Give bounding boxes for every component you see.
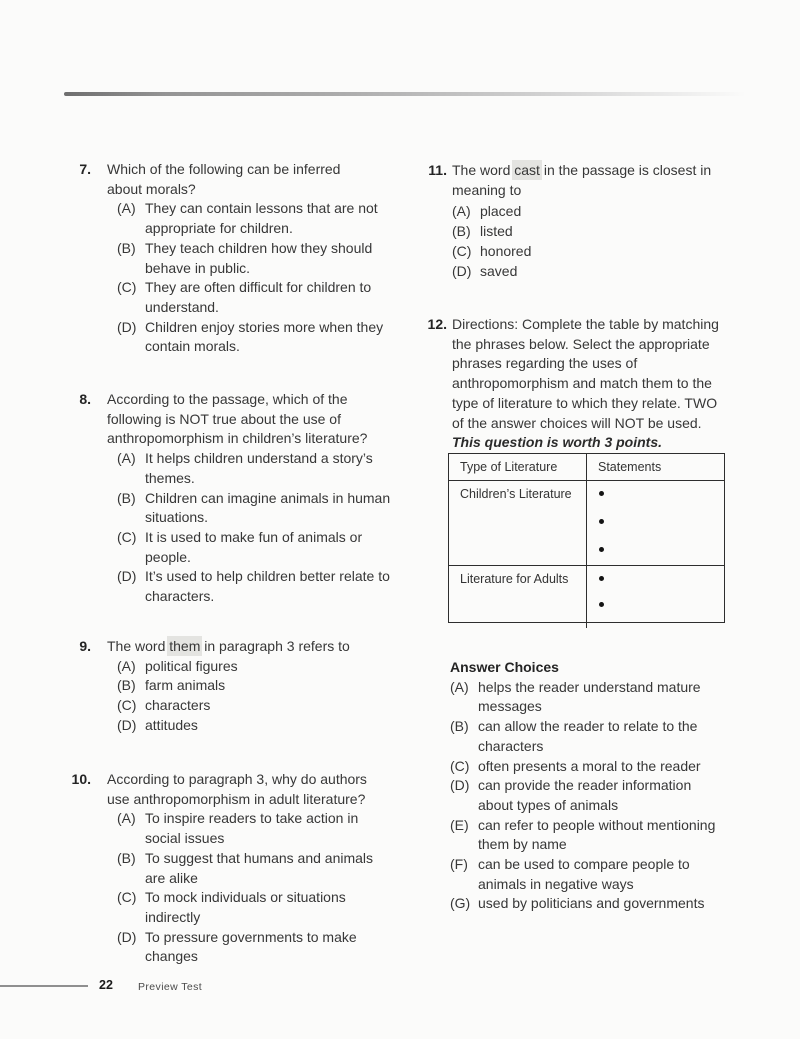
option-B (117, 239, 405, 278)
choice-letter: (D) (117, 318, 137, 335)
text-line: contain morals. (145, 338, 240, 355)
choice-letter: (C) (450, 757, 470, 774)
choice-text (145, 849, 405, 888)
text-line: They teach children how they should (145, 239, 373, 256)
choice-letter: (D) (452, 262, 472, 279)
left-column (70, 160, 405, 980)
bullet-icon (599, 547, 604, 552)
choice-letter: (B) (117, 239, 136, 256)
choice-text (145, 318, 405, 357)
choice-text (145, 696, 405, 716)
text-line: They are often difficult for children to (145, 279, 372, 296)
choice-letter: (D) (117, 928, 137, 945)
text-line: the phrases below. Select the appropriate (452, 335, 710, 352)
text-line: attitudes (145, 716, 198, 733)
choice-letter: (C) (117, 889, 137, 906)
text-line: Children can imagine animals in human (145, 489, 391, 506)
text-line: farm animals (145, 677, 226, 694)
option-D (117, 928, 405, 967)
text-line: According to paragraph 3, why do authors (107, 771, 367, 787)
bullet-icon (599, 602, 604, 607)
answer-choice-B (450, 717, 780, 756)
choice-text (478, 855, 780, 894)
option-A (117, 657, 405, 677)
bullet-icon (599, 491, 604, 496)
choice-letter: (C) (452, 242, 472, 259)
text-line: To inspire readers to take action in (145, 810, 359, 827)
choice-letter: (A) (117, 657, 136, 674)
right-column (412, 161, 787, 981)
question-12 (412, 315, 787, 453)
choice-text (145, 928, 405, 967)
text-line: type of literature to which they relate. TWO (452, 394, 718, 411)
choice-text (145, 676, 405, 696)
answer-choice-F (450, 855, 780, 894)
choice-text (145, 567, 405, 606)
question-body (107, 390, 405, 607)
choice-text (478, 816, 780, 855)
choice-letter: (A) (117, 810, 136, 827)
text-line: Directions: Complete the table by matching (452, 316, 719, 332)
answer-choices-section (450, 658, 780, 914)
options-list (452, 202, 787, 281)
shaded-word: them (169, 638, 201, 654)
text-line: honored (480, 242, 532, 259)
text-line: It is used to make fun of animals or (145, 528, 363, 545)
text-line: anthropomorphism and match them to the (452, 375, 712, 392)
option-D (117, 318, 405, 357)
options-list (117, 657, 405, 736)
options-list (117, 449, 405, 607)
choice-text (478, 776, 780, 815)
text-line: can provide the reader information (478, 777, 692, 794)
text-line: The word them in paragraph 3 refers to (107, 638, 350, 654)
text-line: them by name (478, 836, 567, 853)
text-line: situations. (145, 509, 209, 526)
option-D (452, 262, 787, 282)
choice-text (145, 278, 405, 317)
choice-text (145, 489, 405, 528)
option-B (452, 222, 787, 242)
text-line: Children enjoy stories more when they (145, 318, 384, 335)
header-rule (64, 92, 746, 96)
answer-choice-G (450, 894, 780, 914)
choice-letter: (C) (117, 697, 137, 714)
text-line: They can contain lessons that are not (145, 200, 378, 217)
choice-letter: (C) (117, 279, 137, 296)
table-row-type: Literature for Adults (449, 566, 587, 628)
choice-text (145, 716, 405, 736)
question-body (452, 161, 787, 281)
text-line: following is NOT true about the use of (107, 410, 341, 427)
question-7 (70, 160, 405, 357)
text-line: messages (478, 698, 542, 715)
choice-letter: (A) (117, 200, 136, 217)
table-header-type: Type of Literature (449, 454, 587, 481)
choice-letter: (A) (452, 203, 471, 220)
footer-section-label: Preview Test (138, 980, 203, 993)
text-line: can refer to people without mentioning (478, 816, 716, 833)
text-line: appropriate for children. (145, 220, 293, 237)
choice-letter: (B) (450, 718, 469, 735)
text-line: political figures (145, 657, 238, 674)
answer-choice-A (450, 678, 780, 717)
text-line: indirectly (145, 908, 201, 925)
text-line: behave in public. (145, 259, 251, 276)
text-line: are alike (145, 869, 198, 886)
answer-choices-title: Answer Choices (450, 659, 559, 675)
choice-text (478, 757, 780, 777)
choice-letter: (A) (117, 450, 136, 467)
choice-text (145, 239, 405, 278)
option-C (117, 696, 405, 716)
text-line: characters (145, 697, 211, 714)
choice-text (480, 222, 787, 242)
choice-text (478, 894, 780, 914)
text-line: This question is worth 3 points. (452, 434, 663, 451)
text-line: saved (480, 262, 518, 279)
question-number: 9. (79, 638, 91, 654)
text-line: helps the reader understand mature (478, 678, 701, 695)
choice-letter: (B) (452, 223, 471, 240)
text-line: To pressure governments to make (145, 928, 357, 945)
choice-text (145, 528, 405, 567)
choice-letter: (A) (450, 678, 469, 695)
text-line: characters. (145, 588, 215, 605)
text-line: people. (145, 548, 191, 565)
footer-rule (0, 985, 88, 987)
text-line: According to the passage, which of the (107, 391, 348, 407)
question-body (107, 637, 405, 736)
choice-letter: (B) (117, 677, 136, 694)
bullet-icon (599, 576, 604, 581)
text-line: use anthropomorphism in adult literature? (107, 790, 366, 807)
page-number: 22 (99, 978, 113, 992)
option-A (117, 449, 405, 488)
text-line: about types of animals (478, 796, 619, 813)
option-A (117, 809, 405, 848)
option-C (117, 888, 405, 927)
choice-letter: (G) (450, 895, 471, 912)
option-A (117, 199, 405, 238)
choice-text (145, 809, 405, 848)
choice-letter: (D) (450, 777, 470, 794)
choice-text (478, 678, 780, 717)
text-line: animals in negative ways (478, 875, 634, 892)
option-C (117, 278, 405, 317)
text-line: Which of the following can be inferred (107, 161, 341, 177)
question-11 (412, 161, 787, 281)
question-number: 8. (79, 391, 91, 407)
choice-text (145, 888, 405, 927)
choice-letter: (E) (450, 816, 469, 833)
text-line: characters (478, 737, 544, 754)
answer-choice-D (450, 776, 780, 815)
table-row-type: Children’s Literature (449, 481, 587, 566)
text-line: themes. (145, 469, 195, 486)
text-line: The word cast in the passage is closest in (452, 162, 712, 178)
choice-text (480, 202, 787, 222)
option-B (117, 849, 405, 888)
choice-letter: (C) (117, 528, 137, 545)
question-body (452, 315, 787, 453)
choice-text (478, 717, 780, 756)
shaded-word: cast (514, 162, 540, 178)
question-number: 12. (427, 316, 447, 332)
text-line: can allow the reader to relate to the (478, 718, 698, 735)
statement-bullets (587, 566, 724, 628)
option-C (452, 242, 787, 262)
statement-bullets (587, 481, 724, 566)
options-list (117, 809, 405, 967)
text-line: listed (480, 223, 513, 240)
question-number: 7. (79, 161, 91, 177)
question-number: 11. (428, 162, 447, 178)
text-line: social issues (145, 830, 225, 847)
text-line: about morals? (107, 180, 196, 197)
bullet-icon (599, 519, 604, 524)
options-list (117, 199, 405, 357)
choice-text (145, 449, 405, 488)
question-body (107, 770, 405, 967)
choice-letter: (D) (117, 716, 137, 733)
text-line: often presents a moral to the reader (478, 757, 701, 774)
text-line: understand. (145, 298, 219, 315)
text-line: It’s used to help children better relate to (145, 568, 390, 585)
text-line: used by politicians and governments (478, 895, 705, 912)
text-line: To mock individuals or situations (145, 889, 346, 906)
choice-text (145, 199, 405, 238)
choice-text (480, 262, 787, 282)
text-line: phrases regarding the uses of (452, 355, 638, 372)
option-C (117, 528, 405, 567)
question-9 (70, 637, 405, 736)
option-D (117, 567, 405, 606)
text-line: can be used to compare people to (478, 856, 690, 873)
answer-choice-E (450, 816, 780, 855)
choice-letter: (F) (450, 856, 468, 873)
question12-match-table (448, 453, 725, 623)
text-line: anthropomorphism in children’s literature? (107, 430, 368, 447)
text-line: To suggest that humans and animals (145, 849, 374, 866)
choice-letter: (D) (117, 568, 137, 585)
text-line: changes (145, 948, 198, 965)
option-B (117, 489, 405, 528)
text-line: placed (480, 203, 522, 220)
option-D (117, 716, 405, 736)
question-8 (70, 390, 405, 607)
answer-choice-C (450, 757, 780, 777)
question-number: 10. (71, 771, 91, 787)
text-line: meaning to (452, 181, 522, 198)
question-10 (70, 770, 405, 967)
option-B (117, 676, 405, 696)
answer-choices-list (450, 678, 780, 914)
question-body (107, 160, 405, 357)
choice-letter: (B) (117, 849, 136, 866)
text-line: It helps children understand a story’s (145, 450, 373, 467)
option-A (452, 202, 787, 222)
text-line: of the answer choices will NOT be used. (452, 414, 702, 431)
choice-letter: (B) (117, 489, 136, 506)
choice-text (480, 242, 787, 262)
choice-text (145, 657, 405, 677)
table-header-statements: Statements (587, 454, 724, 481)
